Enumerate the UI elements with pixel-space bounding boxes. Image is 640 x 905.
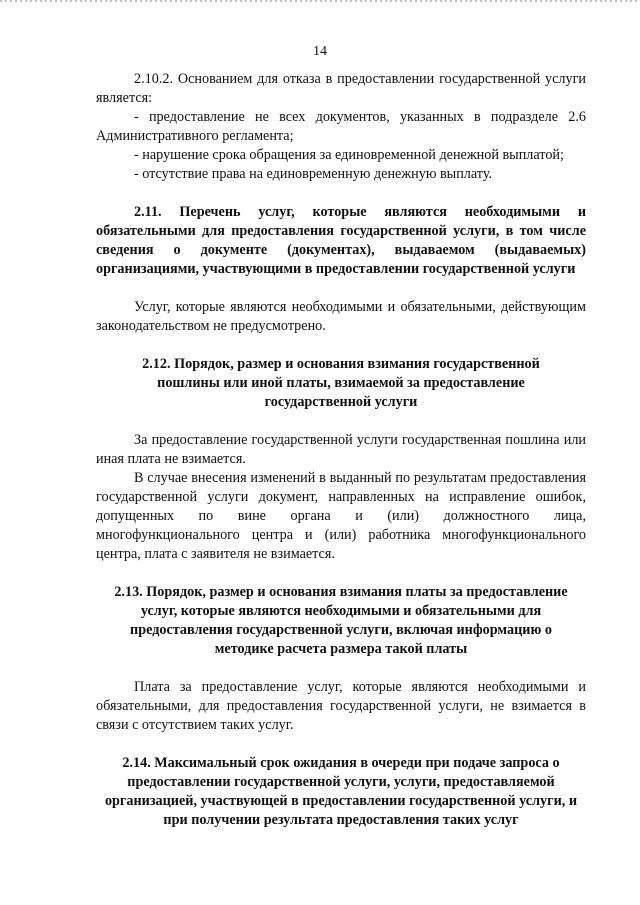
paragraph-2-10-2-intro: 2.10.2. Основанием для отказа в предоставлении государственной услуги является: bbox=[96, 71, 586, 106]
section-heading-2-14: 2.14. Максимальный срок ожидания в очереди при подаче запроса о предоставлении государственной услуги, услуги, предоставляемой организацией, участвующей в предоставлении государственной услуги, и при получении результата предоставления таких услуг bbox=[104, 755, 578, 828]
list-item: - нарушение срока обращения за единовременной денежной выплатой; bbox=[134, 147, 564, 163]
paragraph-2-13-body: Плата за предоставление услуг, которые являются необходимыми и обязательными, для предоставления государственной услуги, не взимается в связи с отсутствием таких услуг. bbox=[96, 679, 586, 733]
list-item: - предоставление не всех документов, указанных в подразделе 2.6 Административного регламента; bbox=[96, 109, 586, 144]
section-2-14 bbox=[96, 754, 586, 830]
paragraph-2-12-fee: За предоставление государственной услуги государственная пошлина или иная плата не взимается. bbox=[96, 432, 586, 467]
section-heading-2-12: 2.12. Порядок, размер и основания взимания государственной пошлины или иной платы, взимаемой за предоставление государственной услуги bbox=[142, 356, 540, 410]
document-body bbox=[96, 70, 586, 830]
list-item: - отсутствие права на единовременную денежную выплату. bbox=[134, 166, 493, 182]
section-2-10-2 bbox=[96, 70, 586, 184]
paragraph-2-11-body: Услуг, которые являются необходимыми и обязательными, действующим законодательством не предусмотрено. bbox=[96, 299, 586, 334]
section-2-12 bbox=[96, 355, 586, 564]
page-number: 14 bbox=[313, 44, 327, 59]
paragraph-2-12-corrections: В случае внесения изменений в выданный по результатам предоставления государственной услуги документ, направленных на исправление ошибок, допущенных по вине органа и (или) должностного лица, многофункционального центра и (или) работника многофункционального центра, плата с заявителя не взимается. bbox=[96, 470, 586, 562]
section-2-11 bbox=[96, 203, 586, 336]
section-heading-2-11: 2.11. Перечень услуг, которые являются необходимыми и обязательными для предоставления государственной услуги, в том числе сведения о документе (документах), выдаваемом (выдаваемых) организациями, участвующими в предоставлении государственной услуги bbox=[96, 204, 586, 277]
section-heading-2-13: 2.13. Порядок, размер и основания взимания платы за предоставление услуг, которые являются необходимыми и обязательными для предоставления государственной услуги, включая информацию о методике расчета размера такой платы bbox=[114, 584, 568, 657]
page-top-edge bbox=[0, 0, 640, 2]
section-2-13 bbox=[96, 583, 586, 735]
